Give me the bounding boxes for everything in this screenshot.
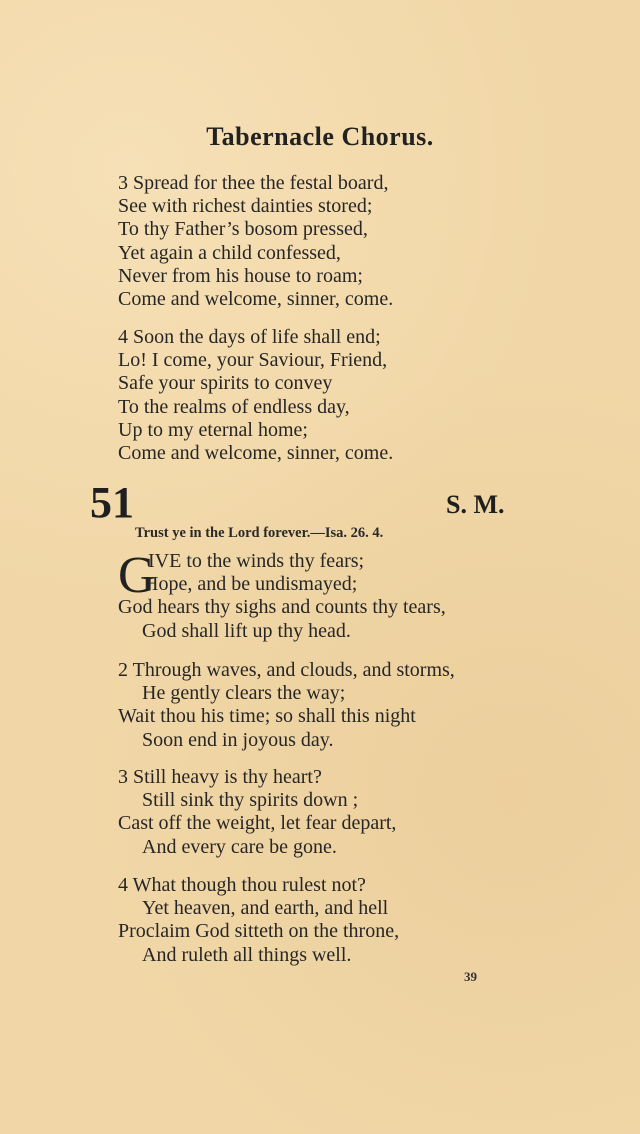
hymn-number: 51 [90,478,134,527]
stanza-4 [118,874,399,967]
verse-line: Lo! I come, your Saviour, Friend, [118,349,388,372]
page-number: 39 [464,969,477,984]
verse-line: Yet again a child confessed, [118,241,341,264]
verse-line: Come and welcome, sinner, come. [118,442,394,465]
verse-line: Up to my eternal home; [118,418,308,441]
verse-line: 3 Spread for thee the festal board, [118,172,389,194]
stanza-prev-3 [118,172,393,311]
stanza-1 [118,547,446,643]
verse-line: Proclaim God sitteth on the throne, [118,920,400,943]
verse-line: Never from his house to roam; [118,264,363,287]
verse-line: 4 Soon the days of life shall end; [118,326,381,348]
verse-line: And every care be gone. [142,835,337,858]
verse-line: Wait thou his time; so shall this night [118,705,416,728]
drop-cap: G [118,547,156,604]
scripture-epigraph: Trust ye in the Lord forever.—Isa. 26. 4. [135,525,384,541]
verse-line: To the realms of endless day, [118,395,350,418]
verse-line: And ruleth all things well. [142,943,352,966]
verse-line: To thy Father’s bosom pressed, [118,218,368,241]
hymn-meter: S. M. [446,490,505,519]
verse-line: 2 Through waves, and clouds, and storms, [118,659,455,681]
verse-line: IVE to the winds thy fears; [148,550,365,572]
verse-line: 3 Still heavy is thy heart? [118,766,322,788]
verse-line: 4 What though thou rulest not? [118,874,366,896]
stanza-2 [118,659,455,752]
verse-line: Soon end in joyous day. [142,728,334,751]
verse-line: Cast off the weight, let fear depart, [118,812,397,835]
verse-line: God hears thy sighs and counts thy tears, [118,596,446,619]
running-title: Tabernacle Chorus. [206,122,434,151]
verse-line: He gently clears the way; [142,682,346,705]
verse-line: See with richest dainties stored; [118,195,373,218]
verse-line: Come and welcome, sinner, come. [118,288,394,311]
stanza-prev-4 [118,326,393,465]
verse-line: Yet heaven, and earth, and hell [142,897,389,920]
verse-line: Safe your spirits to convey [118,372,333,395]
verse-line: Hope, and be undismayed; [144,573,358,596]
verse-line: Still sink thy spirits down ; [142,789,359,812]
stanza-3 [118,766,396,859]
verse-line: God shall lift up thy head. [142,619,351,642]
